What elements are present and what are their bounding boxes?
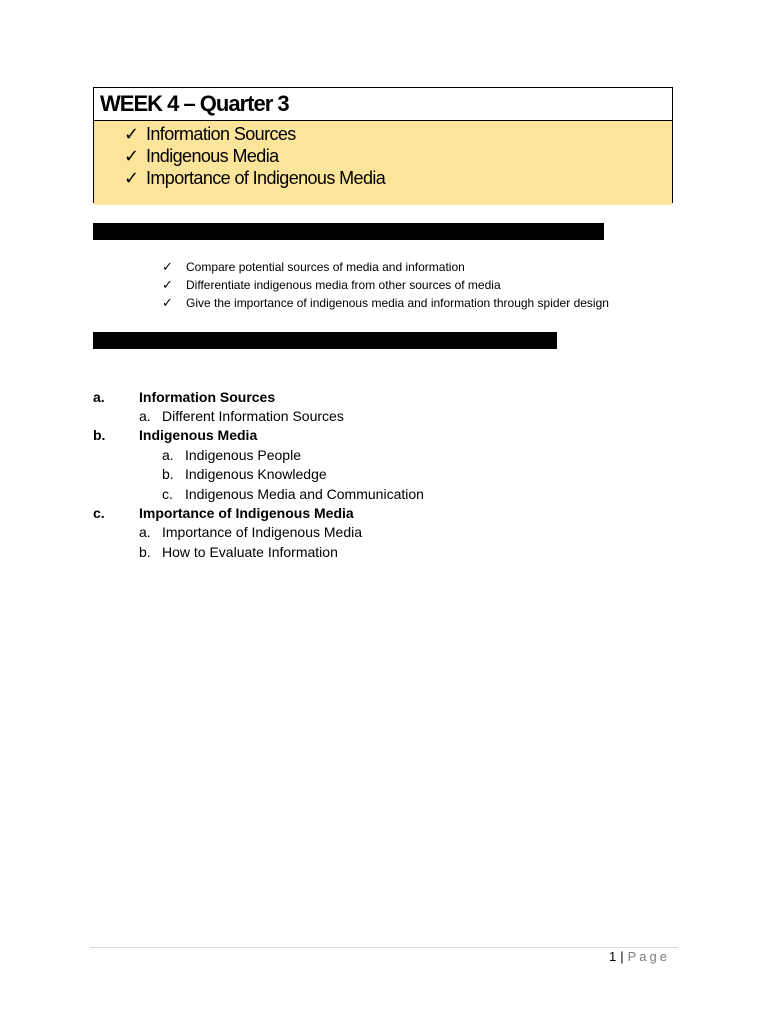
outline-item <box>93 426 653 445</box>
week-box <box>93 87 673 203</box>
footer-separator: | <box>620 949 624 964</box>
outline-item <box>93 387 653 406</box>
outline-sub-label: Indigenous People <box>185 446 301 463</box>
week-topics <box>94 121 672 205</box>
outline-subitem <box>93 542 653 561</box>
outline-subitem <box>93 406 653 425</box>
content-outline <box>93 387 653 562</box>
outline-letter: c. <box>93 505 105 522</box>
outline-subitem <box>93 484 653 503</box>
objective-item <box>162 276 609 294</box>
outline-subitem <box>93 523 653 542</box>
outline-subitem <box>93 465 653 484</box>
week-title: WEEK 4 – Quarter 3 <box>94 88 672 121</box>
topic-item <box>94 145 672 167</box>
outline-sub-label: Importance of Indigenous Media <box>162 524 363 541</box>
outline-sub-label: Indigenous Knowledge <box>185 466 327 483</box>
section-bar-content <box>93 332 557 349</box>
outline-sub-letter: a. <box>139 524 151 541</box>
topic-label: Importance of Indigenous Media <box>146 167 386 188</box>
check-icon: ✓ <box>124 123 140 144</box>
check-icon: ✓ <box>124 167 140 188</box>
objective-text: Compare potential sources of media and information <box>186 260 465 274</box>
objectives-list <box>162 258 609 312</box>
outline-sub-letter: a. <box>162 446 174 463</box>
outline-sub-letter: b. <box>139 543 151 560</box>
topic-label: Indigenous Media <box>146 145 279 166</box>
page-footer <box>609 949 670 964</box>
objective-text: Differentiate indigenous media from other sources of media <box>186 278 501 292</box>
outline-letter: b. <box>93 427 106 444</box>
page-number: 1 <box>609 949 617 964</box>
outline-label: Information Sources <box>139 388 276 405</box>
objective-item <box>162 258 609 276</box>
objective-text: Give the importance of indigenous media and information through spider design <box>186 296 609 310</box>
check-icon: ✓ <box>162 295 173 310</box>
outline-label: Importance of Indigenous Media <box>139 505 354 522</box>
outline-label: Indigenous Media <box>139 427 258 444</box>
outline-sub-label: Different Information Sources <box>162 408 344 425</box>
outline-letter: a. <box>93 388 105 405</box>
outline-subitem <box>93 445 653 464</box>
check-icon: ✓ <box>162 259 173 274</box>
outline-sub-label: Indigenous Media and Communication <box>185 485 424 502</box>
check-icon: ✓ <box>162 277 173 292</box>
outline-sub-letter: a. <box>139 408 151 425</box>
topic-item <box>94 167 672 189</box>
topic-item <box>94 123 672 145</box>
outline-item <box>93 503 653 522</box>
footer-divider <box>90 947 678 948</box>
check-icon: ✓ <box>124 145 140 166</box>
page-label: Page <box>627 949 670 964</box>
objective-item <box>162 294 609 312</box>
outline-sub-letter: c. <box>162 485 173 502</box>
topic-label: Information Sources <box>146 123 296 144</box>
section-bar-objectives <box>93 223 604 240</box>
outline-sub-letter: b. <box>162 466 174 483</box>
outline-sub-label: How to Evaluate Information <box>162 543 338 560</box>
